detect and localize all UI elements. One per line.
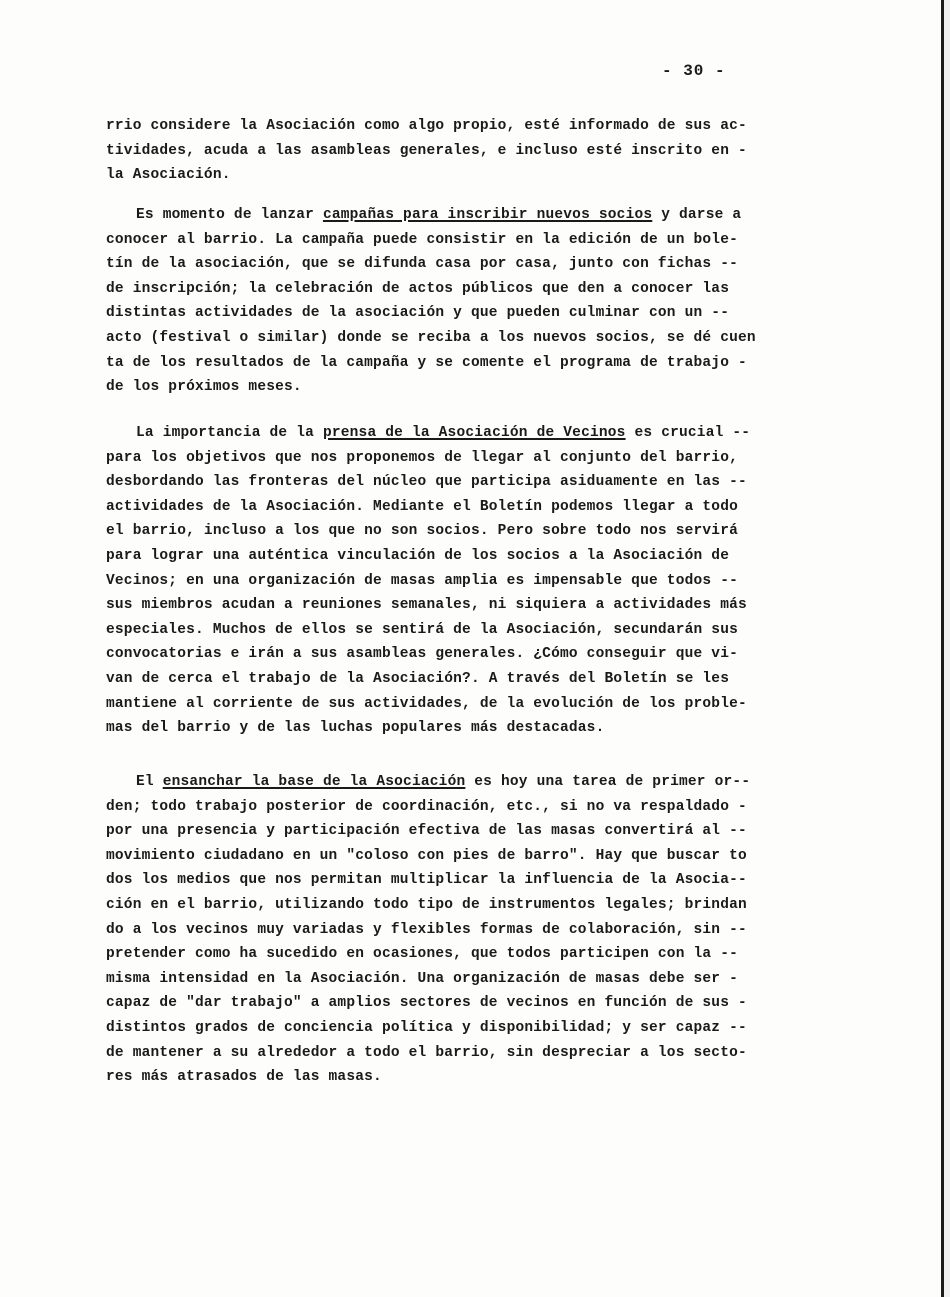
text-line: dos los medios que nos permitan multiplicar la influencia de la Asocia--	[106, 872, 747, 889]
text-line: La importancia de la prensa de la Asociación de Vecinos es crucial --	[136, 425, 751, 441]
text-line: pretender como ha sucedido en ocasiones, que todos participen con la --	[106, 946, 739, 963]
text-line: el barrio, incluso a los que no son socios. Pero sobre todo nos servirá	[106, 523, 739, 540]
text-line: El ensanchar la base de la Asociación es hoy una tarea de primer or--	[136, 774, 751, 790]
paragraph-1	[106, 114, 806, 188]
text-line: para lograr una auténtica vinculación de los socios a la Asociación de	[106, 547, 730, 564]
text-line: capaz de "dar trabajo" a amplios sectores de vecinos en función de sus -	[106, 995, 747, 1012]
text-line: desbordando las fronteras del núcleo que participa asiduamente en las --	[106, 474, 747, 491]
text-line: distintas actividades de la asociación y que pueden culminar con un --	[106, 305, 730, 322]
underlined-phrase: campañas para inscribir nuevos socios	[322, 207, 653, 223]
text-line: acto (festival o similar) donde se reciba a los nuevos socios, se dé cuen	[106, 329, 756, 346]
text-line: por una presencia y participación efectiva de las masas convertirá al --	[106, 823, 747, 840]
text-line: distintos grados de conciencia política y disponibilidad; y ser capaz --	[106, 1019, 747, 1036]
underlined-phrase: prensa de la Asociación de Vecinos	[322, 425, 626, 441]
text-line: den; todo trabajo posterior de coordinación, etc., si no va respaldado -	[106, 798, 747, 815]
text-line: res más atrasados de las masas.	[106, 1069, 382, 1086]
text-line: especiales. Muchos de ellos se sentirá de la Asociación, secundarán sus	[106, 621, 739, 638]
text-line: tín de la asociación, que se difunda casa por casa, junto con fichas --	[106, 256, 739, 273]
text-line: la Asociación.	[106, 167, 231, 184]
text-line: ción en el barrio, utilizando todo tipo de instrumentos legales; brindan	[106, 896, 747, 913]
binding-edge	[941, 0, 944, 1297]
paragraph-3	[106, 421, 806, 741]
underlined-phrase: ensanchar la base de la Asociación	[162, 774, 466, 790]
text-line: mas del barrio y de las luchas populares más destacadas.	[106, 720, 605, 737]
text-line: actividades de la Asociación. Mediante el Boletín podemos llegar a todo	[106, 498, 739, 515]
binding-shadow	[944, 0, 950, 1297]
text-line: misma intensidad en la Asociación. Una organización de masas debe ser -	[106, 970, 739, 987]
text-line: conocer al barrio. La campaña puede consistir en la edición de un bole-	[106, 231, 739, 248]
text-line: tividades, acuda a las asambleas generales, e incluso esté inscrito en -	[106, 142, 747, 159]
page-number: - 30 -	[662, 62, 726, 80]
text-line: Es momento de lanzar campañas para inscribir nuevos socios y darse a	[136, 207, 742, 223]
text-line: ta de los resultados de la campaña y se comente el programa de trabajo -	[106, 354, 747, 371]
paragraph-4	[106, 770, 806, 1090]
text-line: sus miembros acudan a reuniones semanales, ni siquiera a actividades más	[106, 597, 747, 614]
text-line: de inscripción; la celebración de actos públicos que den a conocer las	[106, 280, 730, 297]
text-line: de mantener a su alrededor a todo el barrio, sin despreciar a los secto-	[106, 1044, 747, 1061]
text-line: de los próximos meses.	[106, 379, 302, 396]
text-line: para los objetivos que nos proponemos de llegar al conjunto del barrio,	[106, 449, 739, 466]
text-line: Vecinos; en una organización de masas amplia es impensable que todos --	[106, 572, 739, 589]
text-line: convocatorias e irán a sus asambleas generales. ¿Cómo conseguir que vi-	[106, 646, 739, 663]
text-line: do a los vecinos muy variadas y flexibles formas de colaboración, sin --	[106, 921, 747, 938]
text-line: mantiene al corriente de sus actividades, de la evolución de los proble-	[106, 695, 747, 712]
paragraph-2	[106, 203, 806, 400]
text-line: movimiento ciudadano en un "coloso con pies de barro". Hay que buscar to	[106, 847, 747, 864]
text-line: rrio considere la Asociación como algo propio, esté informado de sus ac-	[106, 118, 747, 134]
text-line: van de cerca el trabajo de la Asociación?. A través del Boletín se les	[106, 670, 730, 687]
